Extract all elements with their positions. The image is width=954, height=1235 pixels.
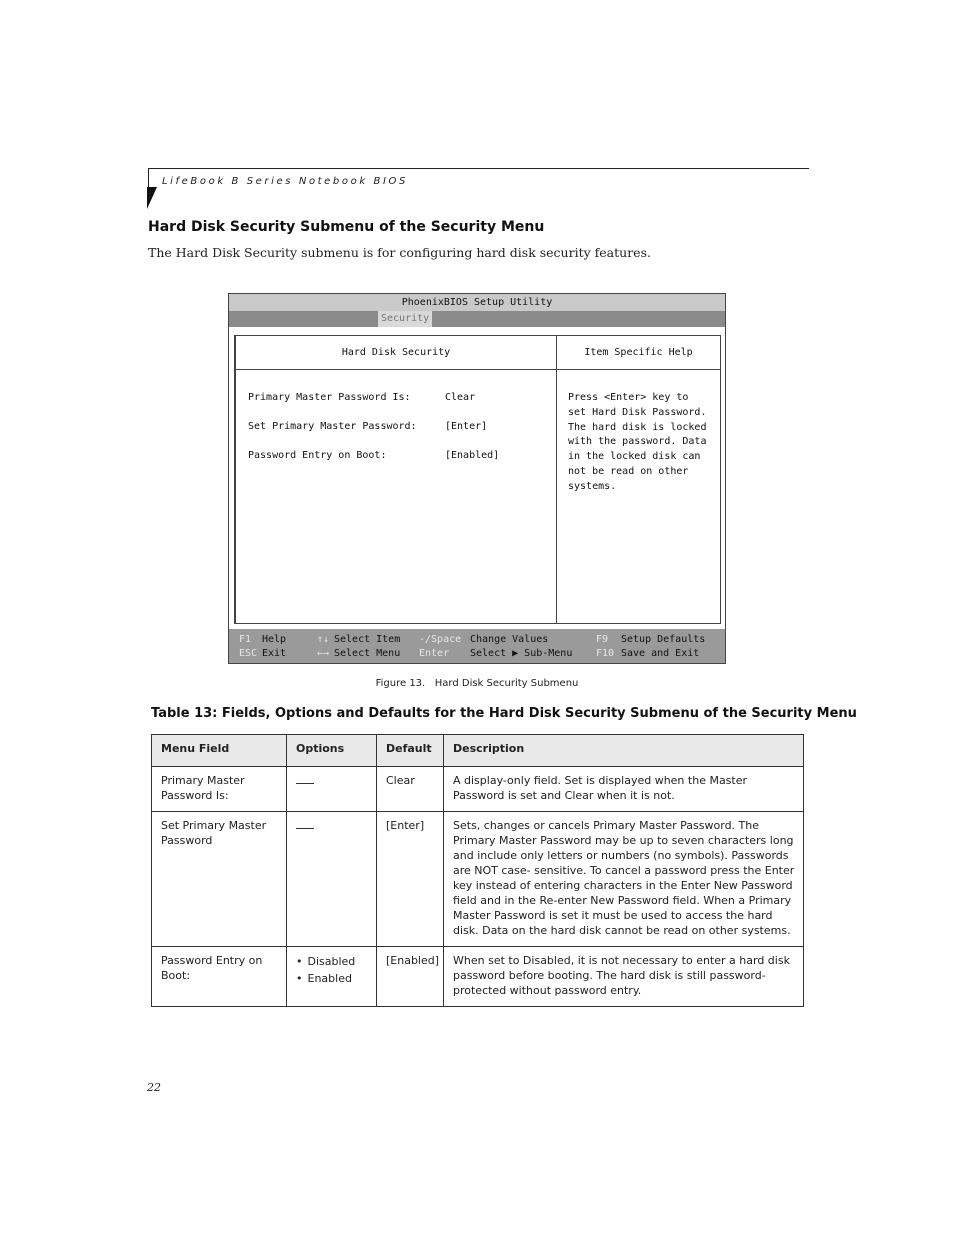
cell-description: A display-only field. Set is displayed when the Master Password is set and Clear when it is not.: [444, 767, 804, 812]
bios-field-label: Password Entry on Boot:: [248, 450, 387, 461]
header-wedge: [147, 187, 157, 209]
cell-options: [287, 767, 377, 812]
cell-field: Password Entry on Boot:: [152, 947, 287, 1007]
options-list: [296, 953, 368, 987]
table-title: Table 13: Fields, Options and Defaults for the Hard Disk Security Submenu of the Security Menu: [151, 706, 857, 721]
key-minus-space: -/Space: [419, 634, 462, 645]
cell-default: Clear: [377, 767, 444, 812]
section-intro: The Hard Disk Security submenu is for configuring hard disk security features.: [148, 245, 651, 260]
table-header-row: [152, 735, 804, 767]
bios-submenu-title: Hard Disk Security: [341, 347, 451, 358]
key-f9-desc: Setup Defaults: [621, 634, 706, 645]
key-f1: F1: [239, 634, 252, 645]
bios-column-divider: [556, 336, 557, 623]
table-row: [152, 947, 804, 1007]
table-row: [152, 767, 804, 812]
bios-field-label: Set Primary Master Password:: [248, 421, 417, 432]
cell-field: Set Primary Master Password: [152, 812, 287, 947]
key-enter-desc: Select ▶ Sub-Menu: [470, 648, 573, 659]
cell-default: [Enabled]: [377, 947, 444, 1007]
key-leftright-desc: Select Menu: [334, 648, 401, 659]
bios-key-legend: [229, 629, 725, 663]
key-esc-desc: Exit: [262, 648, 287, 659]
column-header: Description: [444, 735, 804, 767]
key-f10: F10: [596, 648, 615, 659]
bios-header-divider: [236, 369, 720, 370]
bios-screenshot: [228, 293, 726, 664]
empty-dash: [296, 819, 314, 829]
key-f1-desc: Help: [262, 634, 287, 645]
key-f9: F9: [596, 634, 609, 645]
cell-description: Sets, changes or cancels Primary Master Password. The Primary Master Password may be up to seven characters long and include only letters or numbers (no symbols). Passwords are NOT case- sensitive. To cancel a password press the Enter key instead of entering characters in the Enter New Password field and in the Re-enter New Password field. When a Primary Master Password is set it must be used to access the hard disk. Data on the hard disk cannot be read on other systems.: [444, 812, 804, 947]
bios-help-text: Press <Enter> key to set Hard Disk Password. The hard disk is locked with the password. Data in the locked disk can not be read on other systems.: [568, 392, 707, 492]
fields-table: [151, 734, 804, 1007]
key-updown: ↑↓: [317, 634, 330, 645]
option-item: • Disabled: [296, 953, 368, 970]
cell-options: [287, 812, 377, 947]
column-header: Menu Field: [152, 735, 287, 767]
running-header: LifeBook B Series Notebook BIOS: [162, 176, 408, 187]
key-minus-space-desc: Change Values: [470, 634, 549, 645]
page-number: 22: [147, 1081, 161, 1094]
header-rule: [148, 168, 809, 169]
key-esc: ESC: [239, 648, 258, 659]
table-row: [152, 812, 804, 947]
key-updown-desc: Select Item: [334, 634, 401, 645]
section-title: Hard Disk Security Submenu of the Security Menu: [148, 219, 545, 235]
bios-field-value[interactable]: [Enter]: [445, 421, 488, 432]
empty-dash: [296, 774, 314, 784]
tab-security[interactable]: Security: [378, 311, 432, 327]
cell-options: [287, 947, 377, 1007]
bios-field-label: Primary Master Password Is:: [248, 392, 411, 403]
key-f10-desc: Save and Exit: [621, 648, 700, 659]
bios-field-value[interactable]: [Enabled]: [445, 450, 500, 461]
bios-help-title: Item Specific Help: [584, 347, 693, 358]
key-enter: Enter: [419, 648, 450, 659]
bios-title-bar: PhoenixBIOS Setup Utility: [229, 294, 725, 311]
bios-field-value: Clear: [445, 392, 476, 403]
figure-caption: Figure 13. Hard Disk Security Submenu: [375, 678, 579, 689]
column-header: Options: [287, 735, 377, 767]
bios-menu-bar: [229, 311, 725, 327]
option-item: • Enabled: [296, 970, 368, 987]
bios-main-panel: [234, 335, 721, 624]
cell-description: When set to Disabled, it is not necessary to enter a hard disk password before booting. The hard disk is still password-protected without password entry.: [444, 947, 804, 1007]
cell-field: Primary Master Password Is:: [152, 767, 287, 812]
key-leftright: ←→: [317, 648, 330, 659]
column-header: Default: [377, 735, 444, 767]
cell-default: [Enter]: [377, 812, 444, 947]
